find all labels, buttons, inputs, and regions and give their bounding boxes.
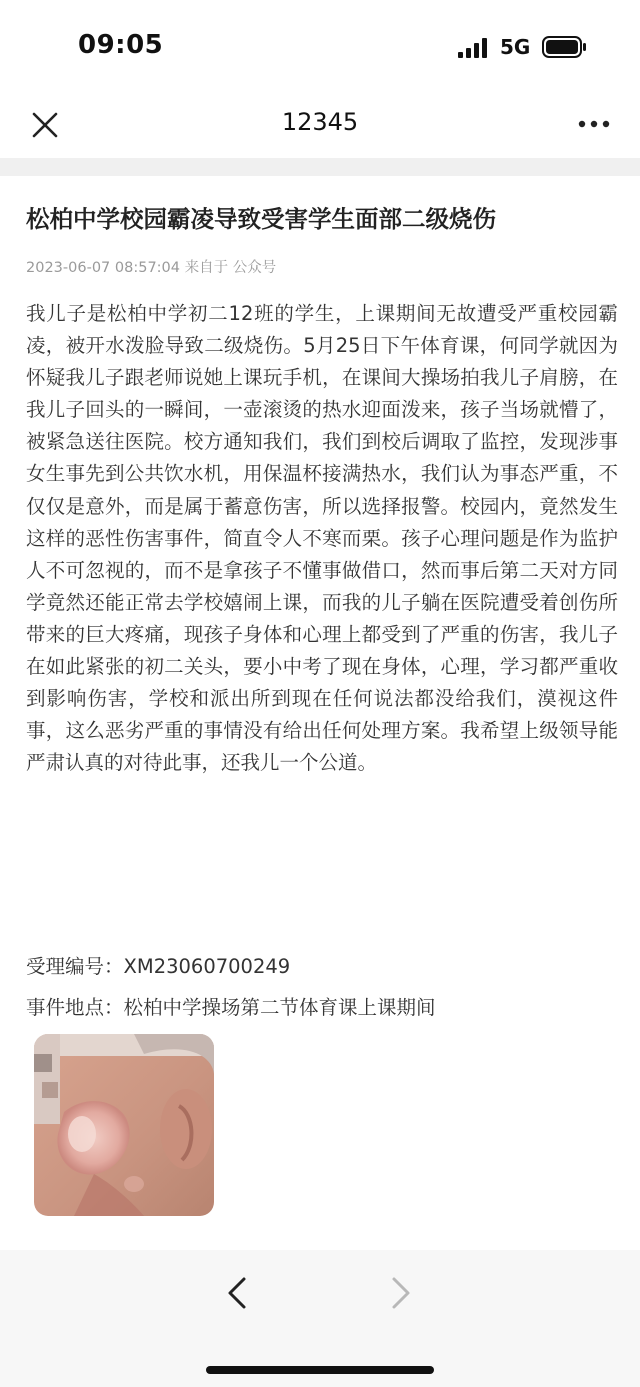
back-arrow-icon[interactable] [222,1276,252,1310]
case-number-row [26,951,290,979]
injury-photo[interactable] [34,1034,214,1216]
location-label: 事件地点： [26,996,124,1019]
more-icon[interactable] [576,114,612,134]
article [0,176,640,1250]
forward-arrow-icon[interactable] [386,1276,416,1310]
battery-icon [542,36,588,58]
signal-icon [458,38,492,58]
injury-photo-image [34,1034,214,1216]
article-body: 我儿子是松柏中学初二12班的学生，上课期间无故遭受严重校园霸凌，被开水泼脸导致二级烧伤。5月25日下午体育课，何同学就因为怀疑我儿子跟老师说她上课玩手机，在课间大操场拍我儿子肩膀，在我儿子回头的一瞬间，一壶滚烫的热水迎面泼来，孩子当场就懵了，被紧急送往医院。校方通知我们，我们到校后调取了监控，发现涉事女生事先到公共饮水机，用保温杯接满热水，我们认为事态严重，不仅仅是意外，而是属于蓄意伤害，所以选择报警。校园内，竟然发生这样的恶性伤害事件，简直令人不寒而栗。孩子心理问题是作为监护人不可忽视的，而不是拿孩子不懂事做借口，然而事后第二天对方同学竟然还能正常去学校嬉闹上课，而我的儿子躺在医院遭受着创伤所带来的巨大疼痛，现孩子身体和心理上都受到了严重的伤害，我儿子在如此紧张的初二关头，要小中考了现在身体，心理，学习都严重收到影响伤害，学校和派出所到现在任何说法都没给我们，漠视这件事，这么恶劣严重的事情没有给出任何处理方案。我希望上级领导能严肃认真的对待此事，还我儿一个公道。 [26,302,618,775]
article-meta: 2023-06-07 08:57:04 来自于 公众号 [26,260,277,276]
nav-divider [0,158,640,176]
page-title: 12345 [281,108,359,136]
bottom-toolbar [0,1250,640,1387]
article-title: 松柏中学校园霸凌导致受害学生面部二级烧伤 [26,205,496,233]
status-bar [0,0,640,90]
nav-bar [0,90,640,158]
case-number-value: XM23060700249 [123,955,291,978]
home-indicator [206,1366,434,1374]
location-row [26,992,436,1020]
status-time: 09:05 [78,30,164,60]
location-value: 松柏中学操场第二节体育课上课期间 [123,996,436,1019]
network-label: 5G [500,35,531,59]
case-number-label: 受理编号： [26,955,124,978]
